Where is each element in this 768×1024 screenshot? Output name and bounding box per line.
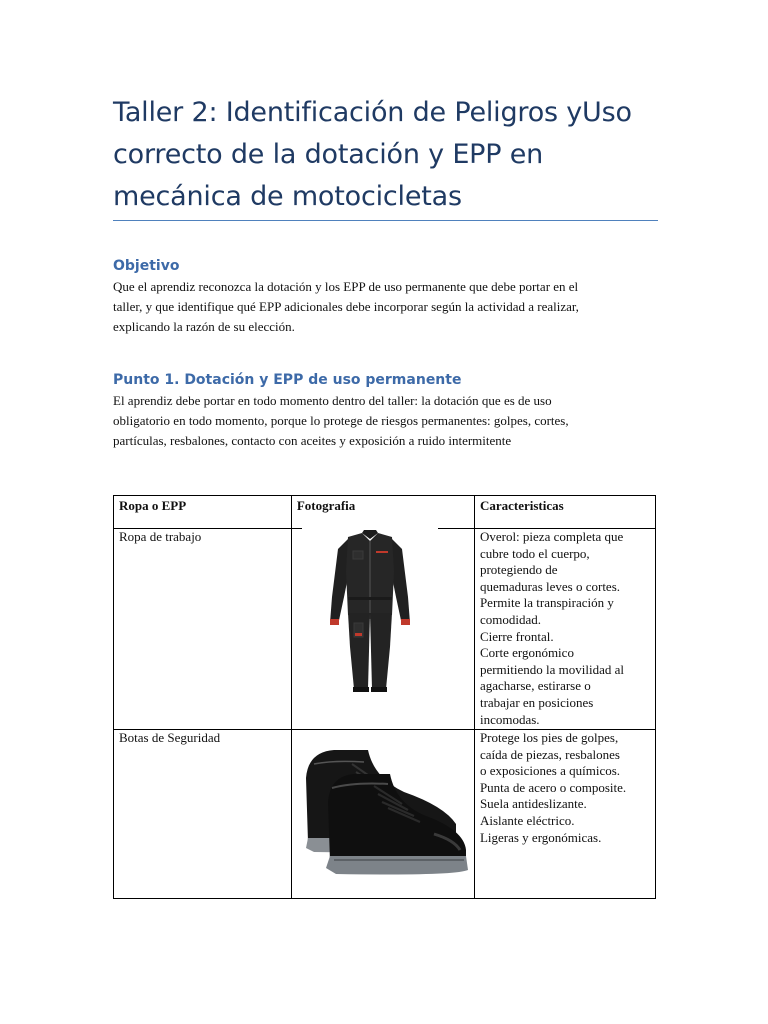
feature-line: Permite la transpiración y	[479, 595, 614, 611]
photo-cell	[291, 529, 474, 730]
feature-line: Aislante eléctrico.	[479, 812, 575, 828]
item-cell: Botas de Seguridad	[114, 730, 292, 899]
feature-line: incomodas.	[479, 711, 540, 727]
title-divider	[113, 220, 658, 221]
features-cell	[474, 730, 655, 899]
epp-table	[113, 495, 656, 899]
feature-line: Suela antideslizante.	[479, 796, 587, 812]
feature-line: trabajar en posiciones	[479, 694, 594, 710]
coverall-icon	[302, 527, 438, 695]
feature-line: protegiendo de	[479, 562, 558, 578]
photo-cell	[291, 730, 474, 899]
objective-line: explicando la razón de su elección.	[113, 319, 295, 334]
title-line-3: mecánica de motocicletas	[113, 181, 462, 212]
objective-heading: Objetivo	[113, 258, 180, 274]
feature-line: Cierre frontal.	[479, 628, 554, 644]
header-fotografia: Fotografia	[291, 496, 474, 529]
feature-line: caída de piezas, resbalones	[479, 746, 620, 762]
header-ropa-epp: Ropa o EPP	[114, 496, 292, 529]
title-line-2: correcto de la dotación y EPP en	[113, 139, 544, 170]
objective-paragraph	[113, 277, 673, 337]
item-cell: Ropa de trabajo	[114, 529, 292, 730]
feature-line: permitiendo la movilidad al	[479, 661, 625, 677]
table-row	[114, 529, 656, 730]
document-title	[113, 92, 658, 218]
feature-line: comodidad.	[479, 611, 541, 627]
features-cell	[474, 529, 655, 730]
feature-line: agacharse, estirarse o	[479, 678, 591, 694]
section1-heading: Punto 1. Dotación y EPP de uso permanente	[113, 372, 462, 388]
feature-line: Punta de acero o composite.	[479, 779, 627, 795]
section1-line: partículas, resbalones, contacto con aceites y exposición a ruido intermitente	[113, 433, 512, 448]
section1-line: obligatorio en todo momento, porque lo protege de riesgos permanentes: golpes, cortes,	[113, 413, 569, 428]
feature-line: Corte ergonómico	[479, 645, 574, 661]
feature-line: o exposiciones a químicos.	[479, 763, 621, 779]
header-caracteristicas: Caracteristicas	[474, 496, 655, 529]
feature-line: Overol: pieza completa que	[479, 529, 624, 544]
feature-line: cubre todo el cuerpo,	[479, 545, 590, 561]
section1-paragraph	[113, 391, 673, 451]
title-line-1: Taller 2: Identificación de Peligros yUso	[113, 97, 632, 128]
table-row	[114, 730, 656, 899]
section1-line: El aprendiz debe portar en todo momento dentro del taller: la dotación que es de uso	[113, 393, 552, 408]
safety-boots-icon	[294, 738, 470, 882]
feature-line: Protege los pies de golpes,	[479, 730, 619, 745]
feature-line: Ligeras y ergonómicas.	[479, 829, 602, 845]
objective-line: Que el aprendiz reconozca la dotación y los EPP de uso permanente que debe portar en el	[113, 279, 579, 294]
objective-line: taller, y que identifique qué EPP adicionales debe incorporar según la actividad a realizar,	[113, 299, 579, 314]
table-header-row	[114, 496, 656, 529]
feature-line: quemaduras leves o cortes.	[479, 578, 621, 594]
